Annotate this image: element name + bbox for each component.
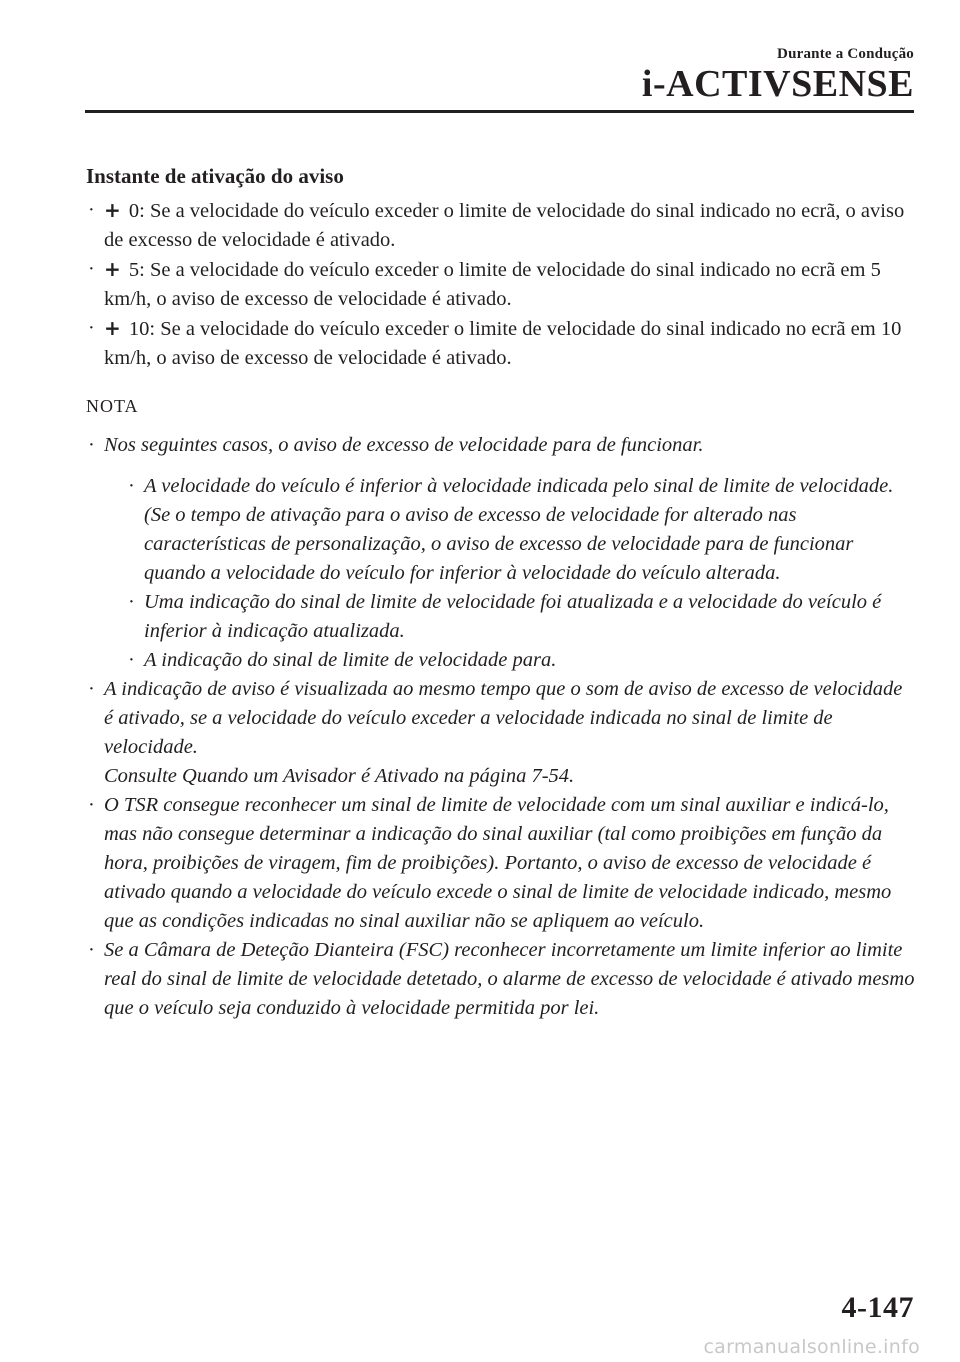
header-divider bbox=[85, 110, 914, 113]
activation-timing-list bbox=[86, 196, 916, 373]
nota-list bbox=[86, 431, 916, 1023]
plus-icon: + bbox=[104, 257, 121, 281]
note-text: Nos seguintes casos, o aviso de excesso de velocidade para de funcionar. bbox=[104, 434, 704, 456]
list-item-text: 0: Se a velocidade do veículo exceder o limite de velocidade do sinal indicado no ecrã, o aviso de excesso de velocidade é ativado. bbox=[104, 200, 905, 251]
note-item bbox=[86, 675, 916, 791]
page-reference: Consulte Quando um Avisador é Ativado na página 7-54. bbox=[104, 765, 575, 787]
note-text: Se a Câmara de Deteção Dianteira (FSC) reconhecer incorretamente um limite inferior ao limite real do sinal de limite de velocidade detetado, o alarme de excesso de velocidade é ativado mesmo que o veículo seja conduzido à velocidade permitida por lei. bbox=[104, 939, 915, 1019]
bullet-dot-icon: · bbox=[88, 939, 95, 961]
sub-note-item bbox=[126, 588, 916, 646]
plus-icon: + bbox=[104, 316, 121, 340]
page-number: 4-147 bbox=[841, 1291, 914, 1324]
bullet-dot-icon: · bbox=[88, 794, 95, 816]
list-item-text: 10: Se a velocidade do veículo exceder o limite de velocidade do sinal indicado no ecrã em 10 km/h, o aviso de excesso de velocidade é ativado. bbox=[104, 318, 902, 369]
note-text: A indicação de aviso é visualizada ao mesmo tempo que o som de aviso de excesso de velocidade é ativado, se a velocidade do veículo exceder a velocidade indicada no sinal de limite de velocidade. bbox=[104, 678, 903, 758]
bullet-dot-icon: · bbox=[88, 317, 95, 339]
sub-note-text: A indicação do sinal de limite de velocidade para. bbox=[144, 649, 557, 671]
sub-note-item bbox=[126, 472, 916, 588]
bullet-dot-icon: · bbox=[128, 591, 135, 613]
bullet-dot-icon: · bbox=[128, 649, 135, 671]
header-section-label: Durante a Condução bbox=[777, 46, 914, 62]
watermark: carmanualsonline.info bbox=[703, 1336, 920, 1358]
bullet-dot-icon: · bbox=[88, 434, 95, 456]
list-item bbox=[86, 314, 916, 373]
sub-note-text: A velocidade do veículo é inferior à velocidade indicada pelo sinal de limite de velocidade. (Se o tempo de ativação para o aviso de excesso de velocidade for alterado nas características de personalização, o aviso de excesso de velocidade para de funcionar quando a velocidade do veículo for inferior à velocidade do veículo alterada. bbox=[144, 475, 894, 584]
page-content bbox=[86, 162, 916, 1023]
chapter-title: i-ACTIVSENSE bbox=[641, 63, 914, 105]
note-text: O TSR consegue reconhecer um sinal de limite de velocidade com um sinal auxiliar e indicá-lo, mas não consegue determinar a indicação do sinal auxiliar (tal como proibições em função da hora, proibições de viragem, fim de proibições). Portanto, o aviso de excesso de velocidade é ativado quando a velocidade do veículo excede o sinal de limite de velocidade indicado, mesmo que as condições indicadas no sinal auxiliar não se apliquem ao veículo. bbox=[104, 794, 892, 932]
sub-note-item bbox=[126, 646, 916, 675]
sub-note-text: Uma indicação do sinal de limite de velocidade foi atualizada e a velocidade do veículo é inferior à indicação atualizada. bbox=[144, 591, 882, 642]
section-heading: Instante de ativação do aviso bbox=[86, 164, 344, 188]
note-item bbox=[86, 936, 916, 1023]
bullet-dot-icon: · bbox=[88, 678, 95, 700]
note-item bbox=[86, 791, 916, 936]
nota-label: NOTA bbox=[86, 396, 139, 416]
bullet-dot-icon: · bbox=[128, 475, 135, 497]
bullet-dot-icon: · bbox=[88, 199, 95, 221]
plus-icon: + bbox=[104, 198, 121, 222]
note-item bbox=[86, 431, 916, 675]
list-item bbox=[86, 196, 916, 255]
list-item-text: 5: Se a velocidade do veículo exceder o limite de velocidade do sinal indicado no ecrã em 5 km/h, o aviso de excesso de velocidade é ativado. bbox=[104, 259, 881, 310]
bullet-dot-icon: · bbox=[88, 258, 95, 280]
list-item bbox=[86, 255, 916, 314]
sub-note-list bbox=[104, 472, 916, 675]
